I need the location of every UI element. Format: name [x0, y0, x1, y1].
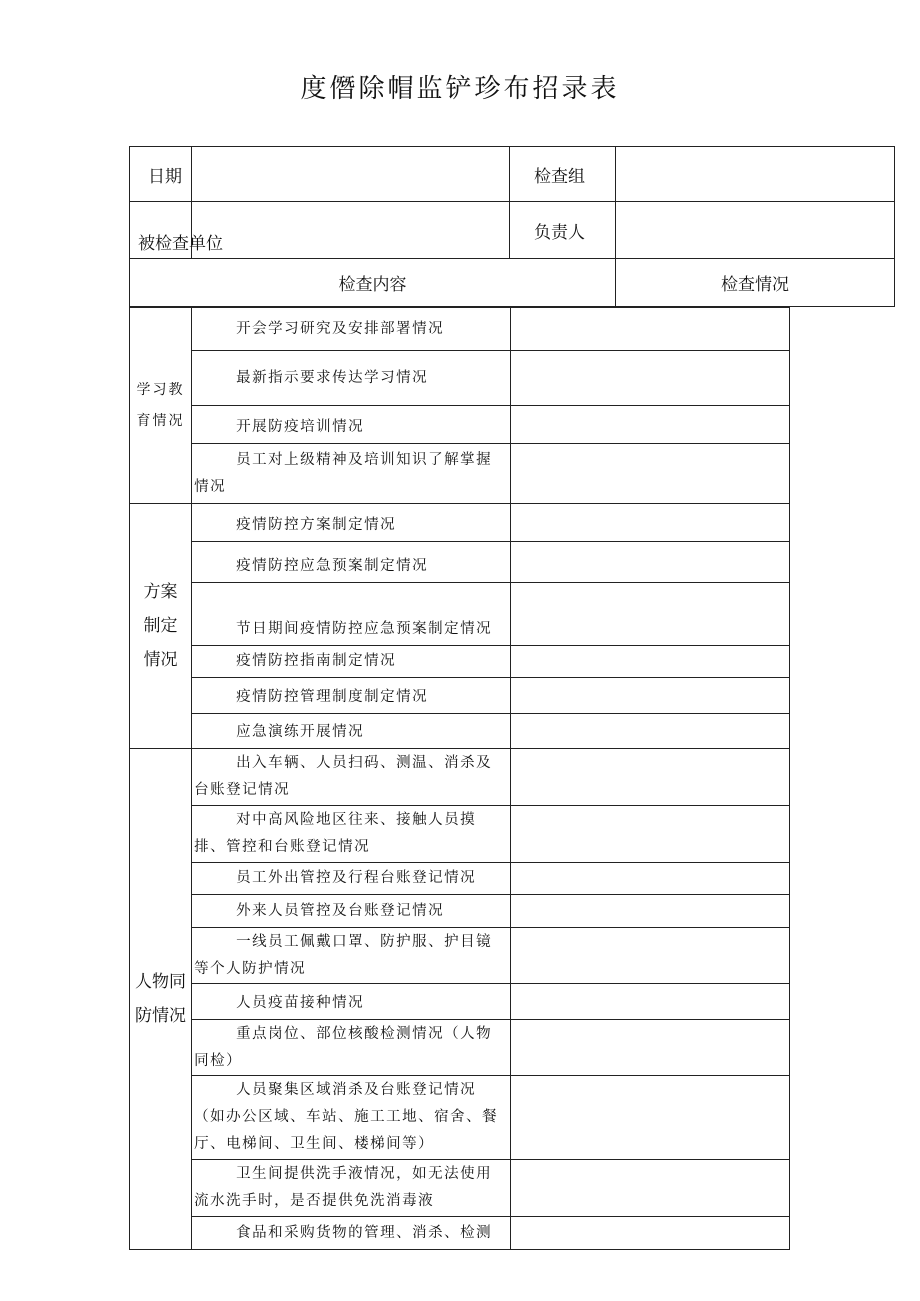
table-row — [130, 308, 790, 351]
item-text: 疫情防控指南制定情况 — [236, 653, 397, 669]
item-cell — [192, 895, 510, 928]
item-text: 最新指示要求传达学习情况 — [236, 369, 429, 386]
item-cell — [192, 863, 510, 895]
status-cell[interactable] — [510, 1076, 789, 1160]
item-cell — [192, 444, 510, 504]
item-text: 开会学习研究及安排部署情况 — [236, 320, 445, 337]
item-cell — [192, 714, 510, 749]
section-name: 人物同防情况 — [135, 972, 187, 1026]
item-cell — [192, 678, 510, 714]
table-row — [130, 678, 790, 714]
status-cell[interactable] — [510, 444, 789, 504]
section-label — [130, 504, 192, 749]
item-cell — [192, 928, 510, 984]
item-cell — [192, 406, 510, 444]
item-cell — [192, 308, 510, 351]
item-text: 疫情防控管理制度制定情况 — [236, 689, 429, 705]
item-text: 应急演练开展情况 — [236, 724, 365, 740]
item-text: 疫情防控应急预案制定情况 — [236, 558, 429, 574]
status-cell[interactable] — [510, 308, 789, 351]
table-row — [130, 351, 790, 406]
table-row — [130, 806, 790, 863]
item-text: 重点岗位、部位核酸检测情况（人物同检） — [194, 1025, 493, 1069]
section-label — [130, 749, 192, 1250]
table-row — [130, 504, 790, 542]
item-cell — [192, 542, 510, 583]
item-text: 出入车辆、人员扫码、测温、消杀及台账登记情况 — [194, 755, 493, 798]
item-text: 人员疫苗接种情况 — [236, 995, 365, 1011]
table-row — [130, 928, 790, 984]
item-text: 一线员工佩戴口罩、防护服、护目镜等个人防护情况 — [194, 933, 493, 977]
status-cell[interactable] — [510, 806, 789, 863]
item-text: 员工对上级精神及培训知识了解掌握情况 — [194, 451, 493, 495]
status-column-header: 检查情况 — [616, 259, 895, 307]
person-label: 负责人 — [510, 202, 616, 259]
status-cell[interactable] — [510, 351, 789, 406]
item-cell — [192, 749, 510, 806]
item-cell — [192, 984, 510, 1020]
status-cell[interactable] — [510, 1217, 789, 1250]
status-cell[interactable] — [510, 1020, 789, 1076]
date-value-cell[interactable] — [192, 147, 510, 202]
item-text: 疫情防控方案制定情况 — [236, 517, 397, 533]
status-cell[interactable] — [510, 504, 789, 542]
status-cell[interactable] — [510, 678, 789, 714]
date-label: 日期 — [130, 147, 192, 202]
table-row — [130, 1076, 790, 1160]
status-cell[interactable] — [510, 895, 789, 928]
table-row — [130, 1160, 790, 1217]
table-row — [130, 1217, 790, 1250]
status-cell[interactable] — [510, 583, 789, 646]
header-row-columns — [130, 259, 895, 307]
content-column-header: 检查内容 — [130, 259, 616, 307]
item-cell — [192, 1217, 510, 1250]
status-cell[interactable] — [510, 714, 789, 749]
item-cell — [192, 351, 510, 406]
item-text: 卫生间提供洗手液情况，如无法使用流水洗手时，是否提供免洗消毒液 — [194, 1166, 493, 1209]
page-title: 度僭除帽监铲珍布招录表 — [300, 74, 620, 104]
item-text: 开展防疫培训情况 — [236, 419, 365, 435]
team-value-cell[interactable] — [616, 147, 895, 202]
status-cell[interactable] — [510, 928, 789, 984]
item-text: 食品和采购货物的管理、消杀、检测 — [236, 1224, 493, 1241]
table-row — [130, 406, 790, 444]
item-cell — [192, 1020, 510, 1076]
header-row-unit — [130, 202, 895, 259]
inspection-table — [129, 146, 895, 307]
table-row — [130, 1020, 790, 1076]
item-cell — [192, 646, 510, 678]
table-row — [130, 895, 790, 928]
header-row-date — [130, 147, 895, 202]
item-cell — [192, 806, 510, 863]
unit-value-cell[interactable] — [192, 202, 510, 259]
item-cell — [192, 583, 510, 646]
person-value-cell[interactable] — [616, 202, 895, 259]
status-cell[interactable] — [510, 646, 789, 678]
item-text: 人员聚集区域消杀及台账登记情况（如办公区域、车站、施工工地、宿舍、餐厅、电梯间、卫生间、楼梯间等） — [194, 1082, 499, 1152]
status-cell[interactable] — [510, 406, 789, 444]
table-row — [130, 542, 790, 583]
table-row — [130, 444, 790, 504]
item-text: 员工外出管控及行程台账登记情况 — [236, 870, 477, 886]
unit-label: 被检查单位 — [130, 202, 192, 259]
item-text: 外来人员管控及台账登记情况 — [236, 903, 445, 919]
item-text: 节日期间疫情防控应急预案制定情况 — [236, 621, 493, 637]
table-row — [130, 863, 790, 895]
section-name: 学习教育情况 — [136, 381, 185, 429]
section-label — [130, 308, 192, 504]
item-text: 对中高风险地区往来、接触人员摸排、管控和台账登记情况 — [194, 812, 477, 855]
status-cell[interactable] — [510, 749, 789, 806]
status-cell[interactable] — [510, 1160, 789, 1217]
item-cell — [192, 1160, 510, 1217]
status-cell[interactable] — [510, 863, 789, 895]
inspection-items-table — [129, 307, 790, 1250]
item-cell — [192, 504, 510, 542]
table-row — [130, 714, 790, 749]
table-row — [130, 984, 790, 1020]
team-label: 检查组 — [510, 147, 616, 202]
status-cell[interactable] — [510, 984, 789, 1020]
item-cell — [192, 1076, 510, 1160]
section-name: 方案制定情况 — [143, 582, 178, 670]
table-row — [130, 646, 790, 678]
status-cell[interactable] — [510, 542, 789, 583]
table-row — [130, 583, 790, 646]
table-row — [130, 749, 790, 806]
